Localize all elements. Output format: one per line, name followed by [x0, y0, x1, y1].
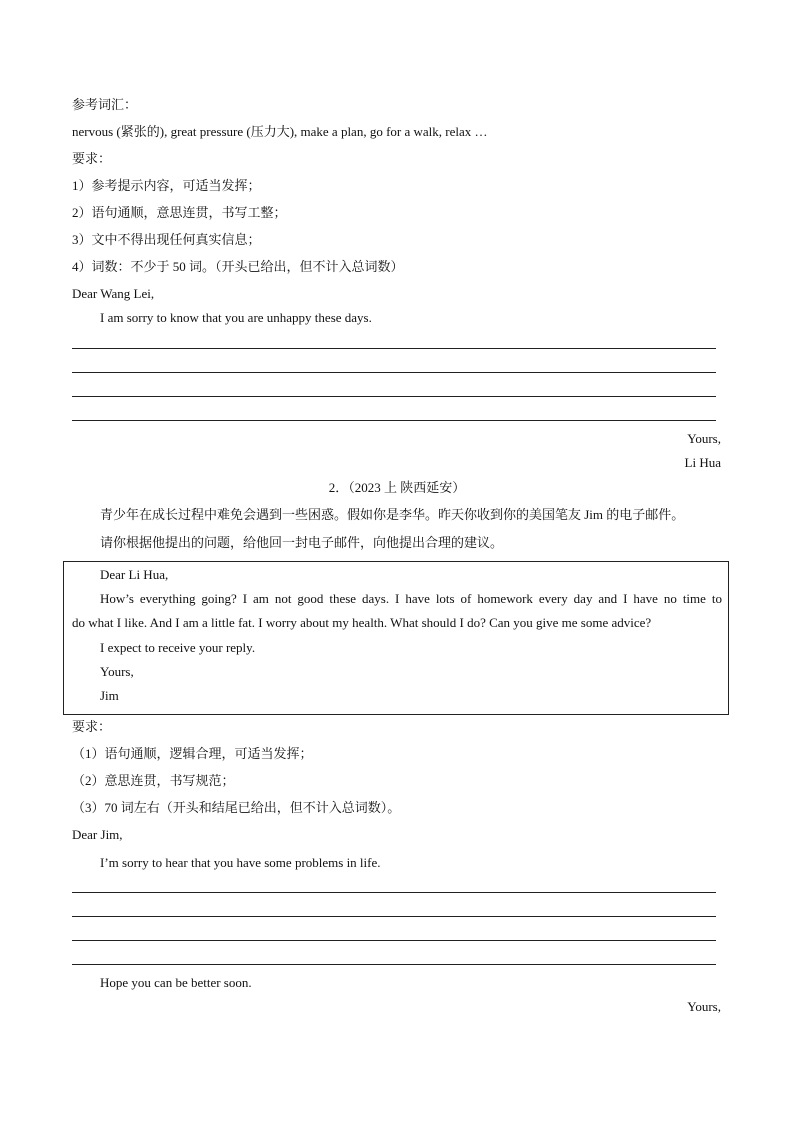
letter-ending: Hope you can be better soon. [100, 975, 252, 990]
email-box [63, 561, 729, 715]
question-heading: 2．（2023 上 陕西延安） [328, 480, 466, 495]
requirements-heading: 要求： [72, 719, 112, 734]
letter-salutation: Dear Wang Lei, [72, 286, 155, 301]
answer-line[interactable] [72, 964, 716, 965]
letter-closing: Yours, [687, 999, 721, 1014]
letter-closing: Yours, [687, 431, 721, 446]
requirements-heading: 要求： [72, 151, 112, 166]
email-signature: Jim [100, 688, 119, 703]
requirement-item: 4）词数：不少于 50 词。（开头已给出，但不计入总词数） [72, 259, 404, 274]
answer-line[interactable] [72, 420, 716, 421]
letter-opening: I am sorry to know that you are unhappy these days. [100, 310, 372, 325]
requirement-item: 3）文中不得出现任何真实信息； [72, 232, 261, 247]
prompt-text: 请你根据他提出的问题，给他回一封电子邮件，向他提出合理的建议。 [100, 535, 504, 550]
letter-opening: I’m sorry to hear that you have some problems in life. [100, 855, 381, 870]
email-closing: Yours, [100, 664, 134, 679]
answer-line[interactable] [72, 940, 716, 941]
requirement-item: 2）语句通顺，意思连贯，书写工整； [72, 205, 287, 220]
answer-line[interactable] [72, 372, 716, 373]
email-body-line: do what I like. And I am a little fat. I worry about my health. What should I do? Can you give me some advice? [72, 615, 652, 630]
email-salutation: Dear Li Hua, [100, 567, 169, 582]
answer-line[interactable] [72, 396, 716, 397]
answer-line[interactable] [72, 348, 716, 349]
answer-line[interactable] [72, 892, 716, 893]
requirement-item: （1）语句通顺，逻辑合理，可适当发挥； [72, 746, 313, 761]
email-body-line: How’s everything going? I am not good these days. I have lots of homework every day and I have no time to [100, 591, 722, 606]
email-body-line: I expect to receive your reply. [100, 640, 256, 655]
answer-line[interactable] [72, 916, 716, 917]
letter-signature: Li Hua [684, 455, 721, 470]
letter-salutation: Dear Jim, [72, 827, 123, 842]
requirement-item: （2）意思连贯，书写规范； [72, 773, 235, 788]
requirement-item: （3）70 词左右（开头和结尾已给出，但不计入总词数）。 [72, 800, 401, 815]
vocab-list: nervous (紧张的), great pressure (压力大), make a plan, go for a walk, relax … [72, 124, 488, 139]
vocab-heading: 参考词汇： [72, 97, 138, 112]
prompt-text: 青少年在成长过程中难免会遇到一些困惑。假如你是李华。昨天你收到你的美国笔友 Jim 的电子邮件。 [100, 507, 685, 522]
requirement-item: 1）参考提示内容，可适当发挥； [72, 178, 261, 193]
